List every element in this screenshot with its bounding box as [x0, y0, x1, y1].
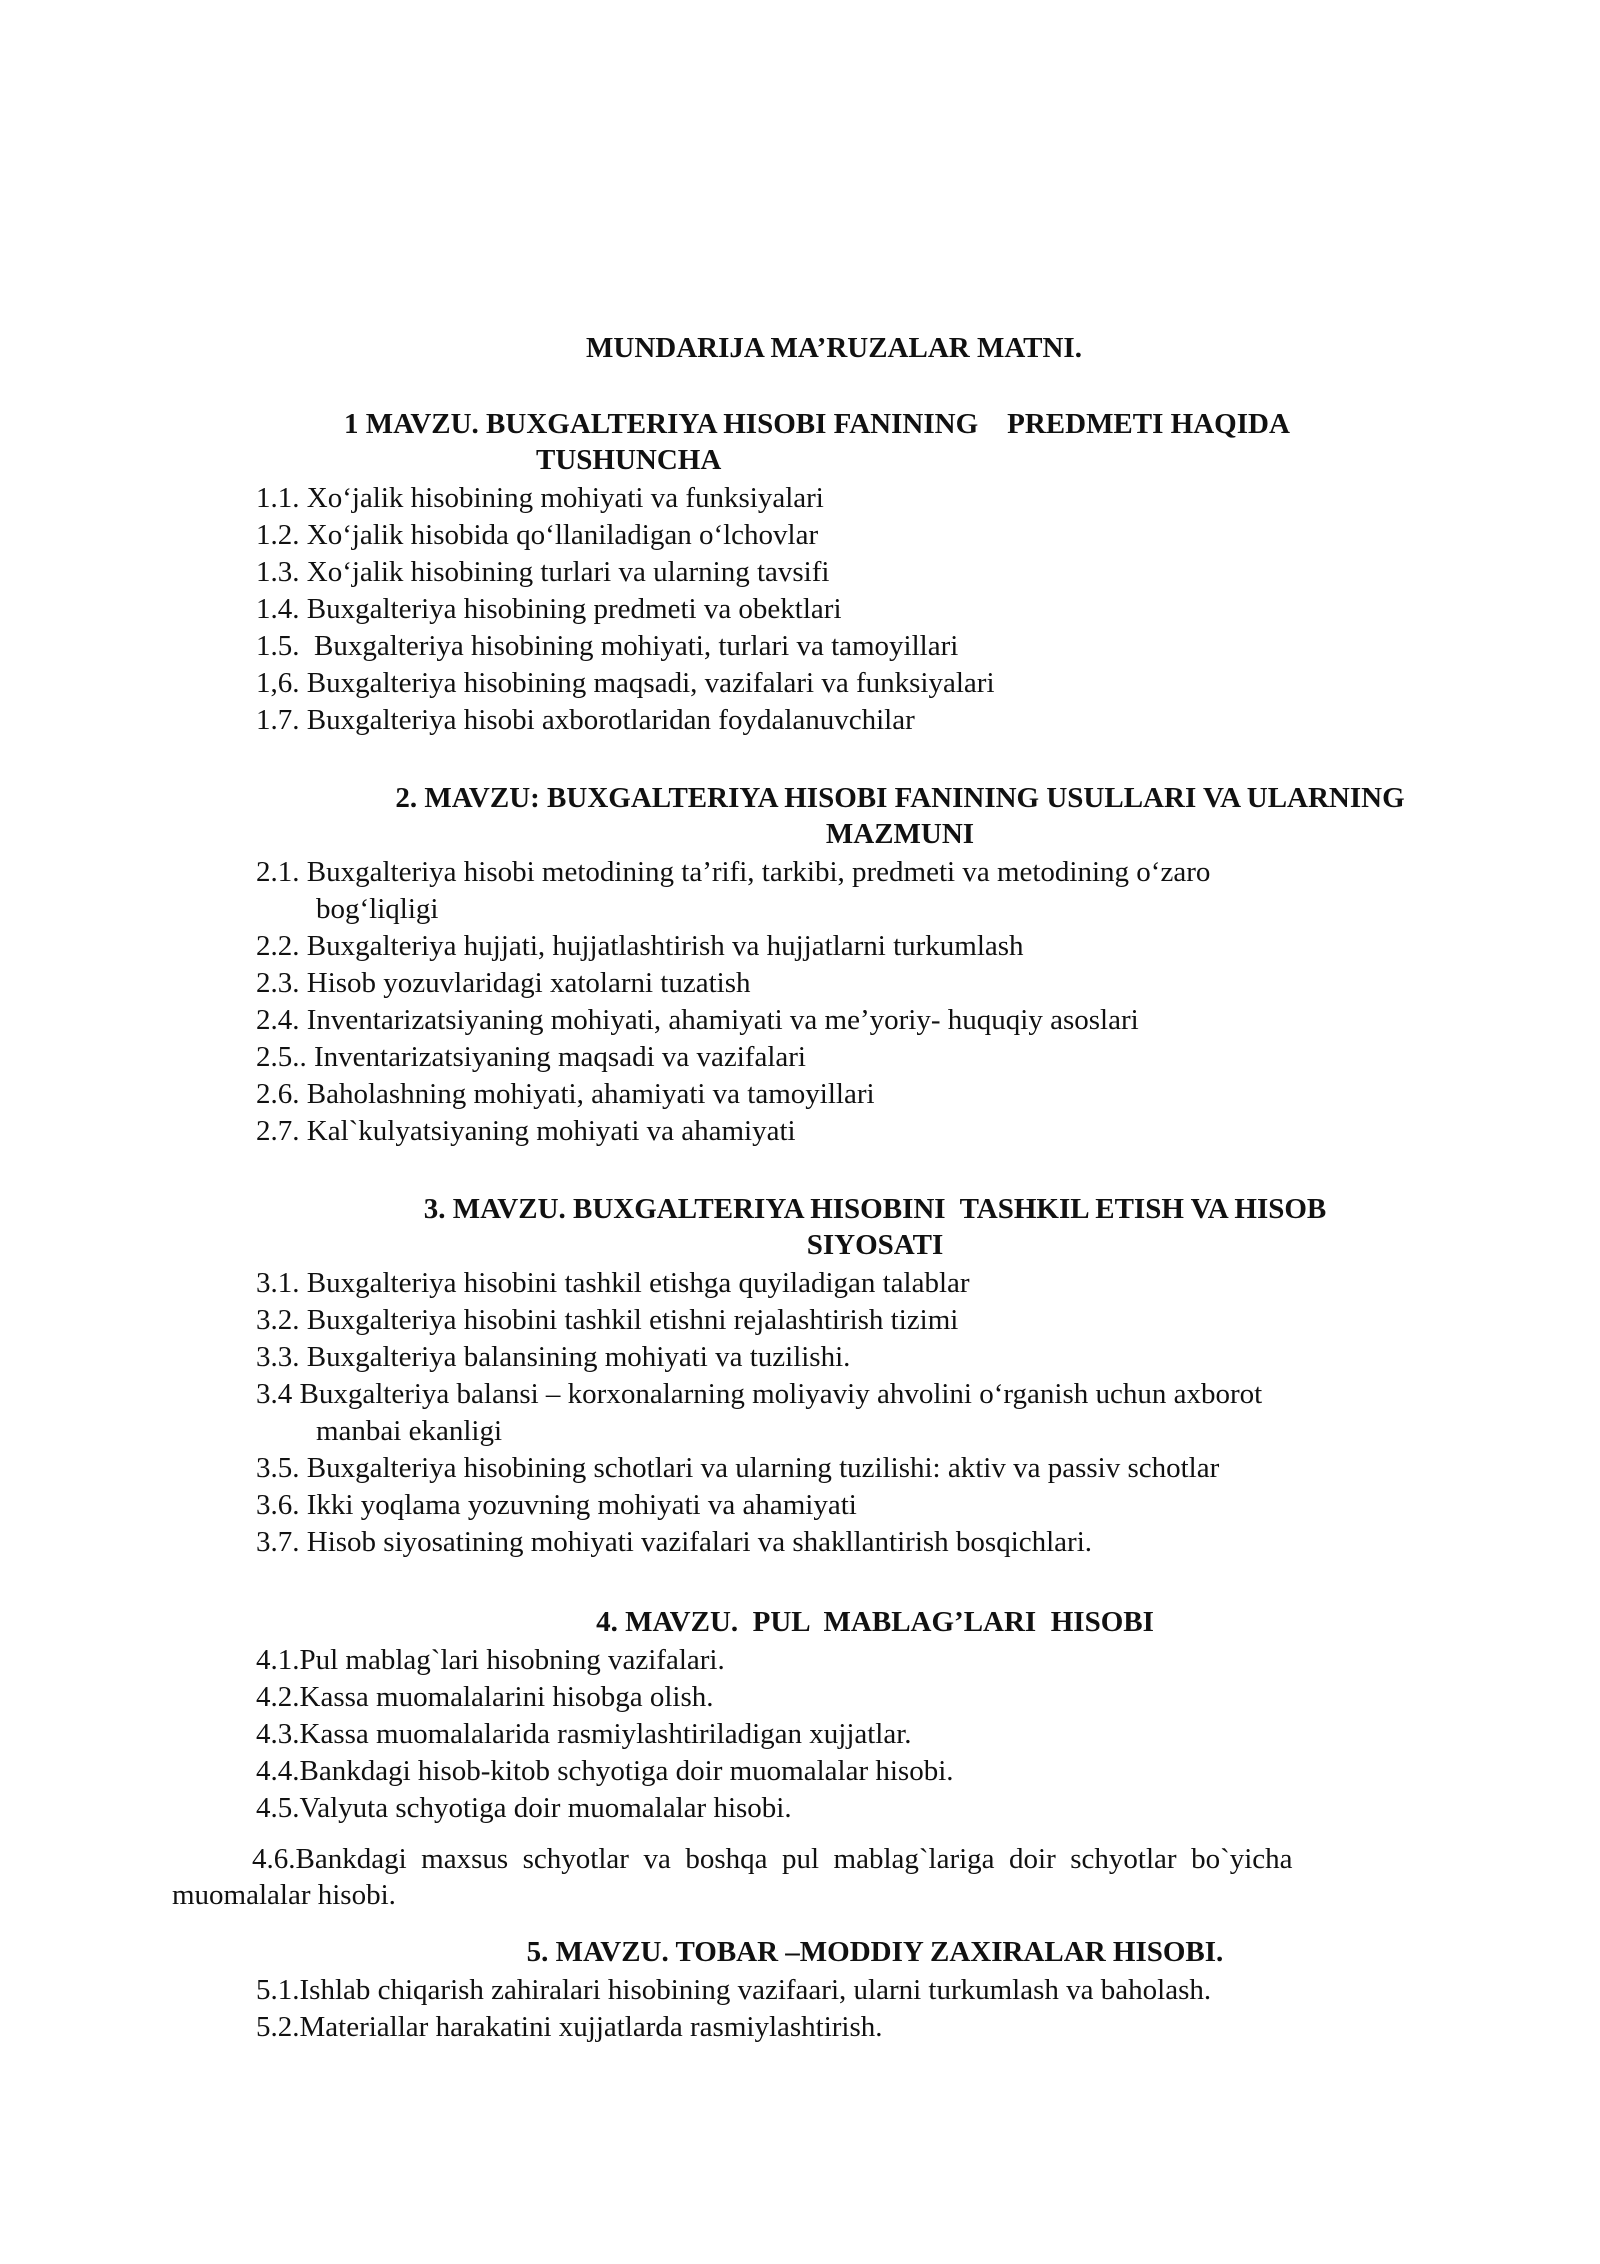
section-3 [0, 1191, 1600, 1561]
list-item-continuation: manbai ekanligi [316, 1415, 503, 1447]
document-title: MUNDARIJA MA’RUZALAR MATNI. [586, 332, 1082, 364]
list-item: 2.4. Inventarizatsiyaning mohiyati, ahamiyati va me’yoriy- huquqiy asoslari [256, 1004, 1139, 1036]
list-item: 1.4. Buxgalteriya hisobining predmeti va obektlari [256, 593, 842, 625]
list-item-continuation: bog‘liqligi [316, 893, 439, 925]
section-heading: 4. MAVZU. PUL MABLAG’LARI HISOBI [596, 1606, 1154, 1638]
paragraph-line1: 4.6.Bankdagi maxsus schyotlar va boshqa pul mablag`lariga doir schyotlar bo`yicha [252, 1843, 1293, 1875]
list-item: 2.7. Kal`kulyatsiyaning mohiyati va ahamiyati [256, 1115, 796, 1147]
section-heading-line1: 1 MAVZU. BUXGALTERIYA HISOBI FANINING PREDMETI HAQIDA [344, 408, 1290, 440]
section-5 [0, 1934, 1600, 2046]
section-heading: 5. MAVZU. TOBAR –MODDIY ZAXIRALAR HISOBI. [526, 1936, 1224, 1968]
section-items [0, 1642, 1600, 1827]
section-heading-line2: TUSHUNCHA [536, 444, 722, 476]
list-item-text: 3.4 Buxgalteriya balansi – korxonalarning moliyaviy ahvolini o‘rganish uchun axborot [256, 1378, 1263, 1410]
list-item: 1.1. Xo‘jalik hisobining mohiyati va funksiyalari [256, 482, 824, 514]
list-item [0, 1376, 1600, 1450]
section-2 [0, 780, 1600, 1150]
list-item: 1.5. Buxgalteriya hisobining mohiyati, turlari va tamoyillari [256, 630, 959, 662]
list-item-text: 2.1. Buxgalteriya hisobi metodining ta’rifi, tarkibi, predmeti va metodining o‘zaro [256, 856, 1211, 888]
list-item: 2.3. Hisob yozuvlaridagi xatolarni tuzatish [256, 967, 751, 999]
list-item [0, 854, 1600, 928]
section-heading-line2: MAZMUNI [825, 818, 975, 850]
section-1 [0, 406, 1600, 739]
list-item: 1.7. Buxgalteriya hisobi axborotlaridan foydalanuvchilar [256, 704, 915, 736]
section-items [0, 1265, 1600, 1561]
list-item: 3.7. Hisob siyosatining mohiyati vazifalari va shakllantirish bosqichlari. [256, 1526, 1093, 1558]
list-item: 5.1.Ishlab chiqarish zahiralari hisobining vazifaari, ularni turkumlash va baholash. [256, 1974, 1212, 2006]
section-heading [0, 780, 1600, 852]
list-item: 4.4.Bankdagi hisob-kitob schyotiga doir muomalalar hisobi. [256, 1755, 954, 1787]
list-item: 3.6. Ikki yoqlama yozuvning mohiyati va ahamiyati [256, 1489, 857, 1521]
list-item: 2.5.. Inventarizatsiyaning maqsadi va vazifalari [256, 1041, 806, 1073]
section-heading-line2: SIYOSATI [806, 1229, 944, 1261]
section-4 [0, 1604, 1600, 1913]
section-heading-line1: 2. MAVZU: BUXGALTERIYA HISOBI FANINING USULLARI VA ULARNING [395, 782, 1405, 814]
list-item: 4.2.Kassa muomalalarini hisobga olish. [256, 1681, 714, 1713]
list-item: 1.2. Xo‘jalik hisobida qo‘llaniladigan o‘lchovlar [256, 519, 819, 551]
list-item: 3.2. Buxgalteriya hisobini tashkil etishni rejalashtirish tizimi [256, 1304, 959, 1336]
list-item: 3.1. Buxgalteriya hisobini tashkil etishga quyiladigan talablar [256, 1267, 970, 1299]
section-items [0, 854, 1600, 1150]
section-heading-line1: 3. MAVZU. BUXGALTERIYA HISOBINI TASHKIL ETISH VA HISOB [423, 1193, 1327, 1225]
list-item: 2.2. Buxgalteriya hujjati, hujjatlashtirish va hujjatlarni turkumlash [256, 930, 1024, 962]
list-item: 5.2.Materiallar harakatini xujjatlarda rasmiylashtirish. [256, 2011, 883, 2043]
list-item: 4.3.Kassa muomalalarida rasmiylashtiriladigan xujjatlar. [256, 1718, 912, 1750]
list-item: 1,6. Buxgalteriya hisobining maqsadi, vazifalari va funksiyalari [256, 667, 995, 699]
list-item: 1.3. Xo‘jalik hisobining turlari va ularning tavsifi [256, 556, 830, 588]
list-item: 4.1.Pul mablag`lari hisobning vazifalari. [256, 1644, 725, 1676]
section-items [0, 480, 1600, 739]
section-heading [0, 406, 1600, 478]
list-item: 4.5.Valyuta schyotiga doir muomalalar hisobi. [256, 1792, 792, 1824]
list-item: 3.5. Buxgalteriya hisobining schotlari va ularning tuzilishi: aktiv va passiv schotlar [256, 1452, 1220, 1484]
paragraph [0, 1841, 1600, 1913]
section-heading [0, 1191, 1600, 1263]
section-items [0, 1972, 1600, 2046]
list-item: 2.6. Baholashning mohiyati, ahamiyati va tamoyillari [256, 1078, 875, 1110]
paragraph-line2: muomalalar hisobi. [172, 1879, 396, 1911]
list-item: 3.3. Buxgalteriya balansining mohiyati va tuzilishi. [256, 1341, 851, 1373]
